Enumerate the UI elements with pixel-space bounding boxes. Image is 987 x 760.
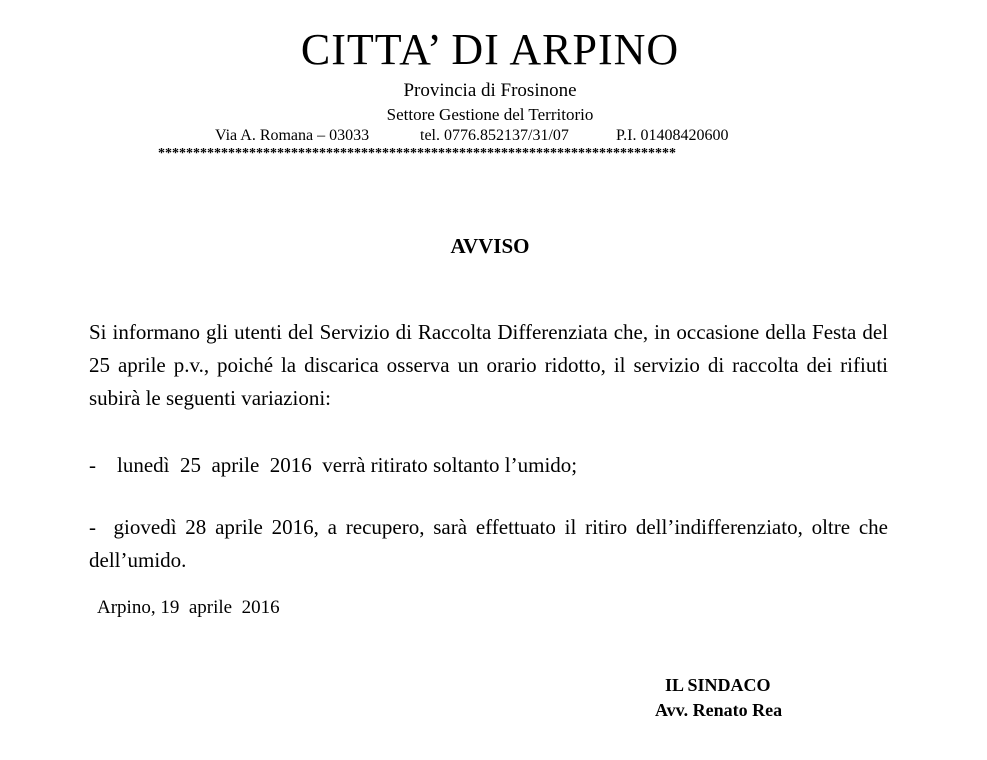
address-line [215,127,728,145]
address-street: Via A. Romana – 03033 [215,127,370,144]
signer-title: IL SINDACO [665,675,771,695]
city-title: CITTA’ DI ARPINO [300,25,680,74]
address-vat: P.I. 01408420600 [616,127,729,144]
province-line: Provincia di Frosinone [403,80,577,101]
notice-item-1: - lunedì 25 aprile 2016 verrà ritirato soltanto l’umido; [89,453,578,477]
header-separator: ************************************************************************** [158,146,676,161]
signer-name: Avv. Renato Rea [655,700,783,720]
notice-item-2: - giovedì 28 aprile 2016, a recupero, sarà effettuato il ritiro dell’indifferenziato, oltre che dell’umido. [89,515,894,572]
notice-intro: Si informano gli utenti del Servizio di Raccolta Differenziata che, in occasione della Festa del 25 aprile p.v., poiché la discarica osserva un orario ridotto, il servizio di raccolta dei rifiuti subirà le seguenti variazioni: [89,320,888,410]
sector-line: Settore Gestione del Territorio [386,105,594,124]
notice-heading: AVVISO [450,234,530,258]
notice-date: Arpino, 19 aprile 2016 [97,597,280,618]
address-phone: tel. 0776.852137/31/07 [420,127,569,144]
